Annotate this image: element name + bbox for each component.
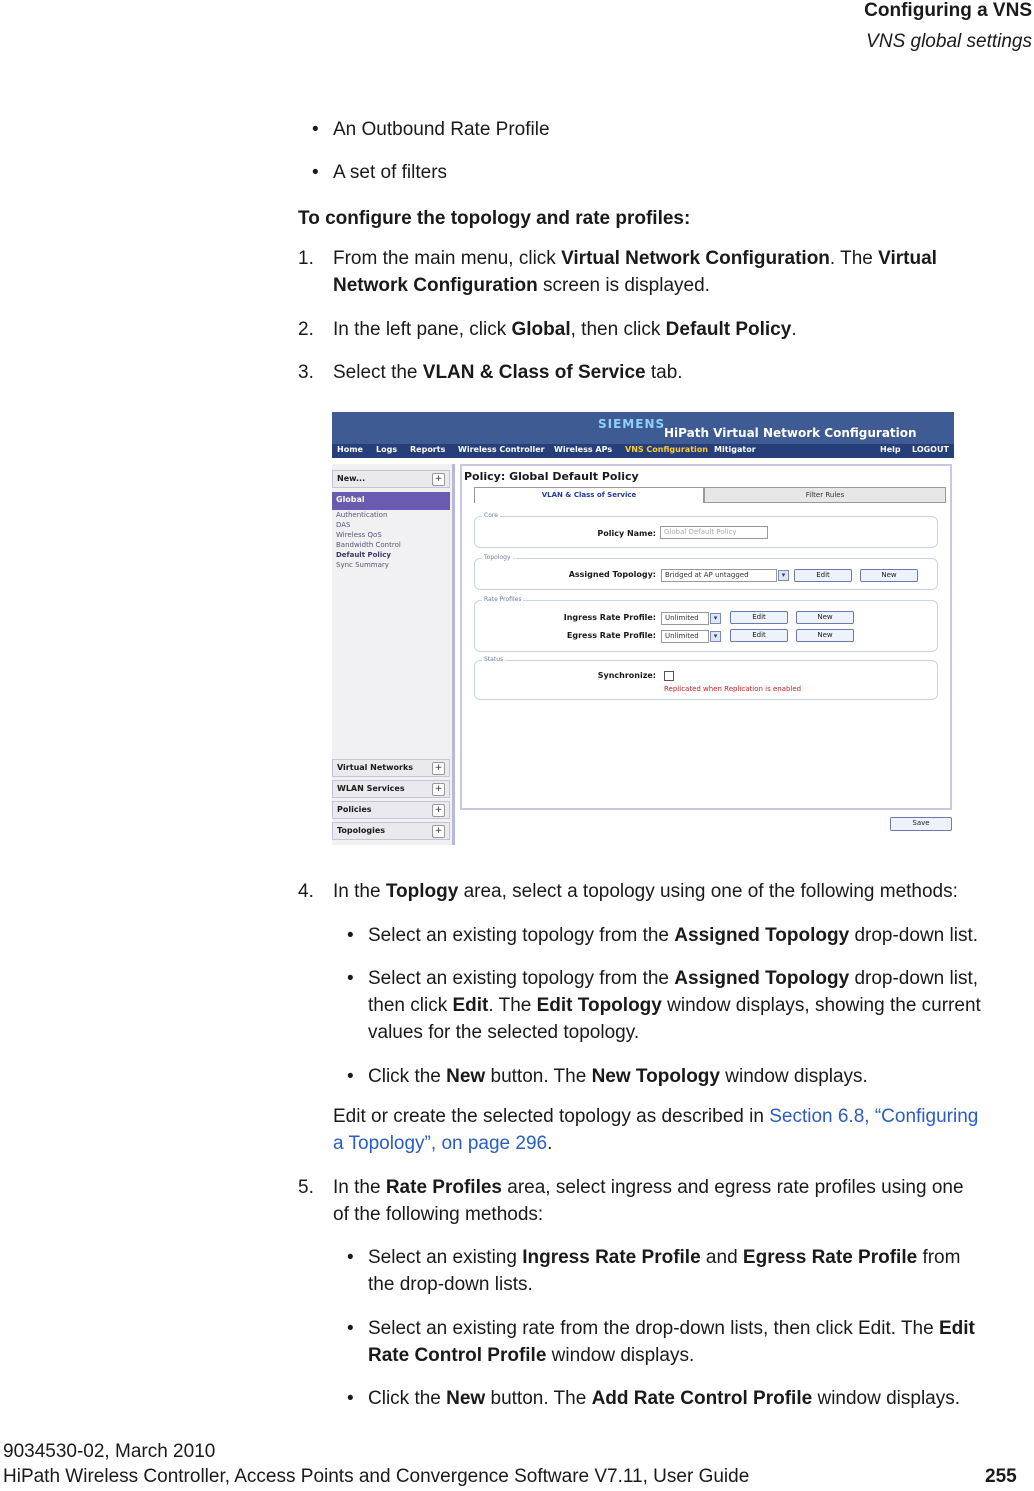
left-pane-wireless-qos[interactable]: Wireless QoS [336, 531, 382, 539]
section-subtitle: VNS global settings [866, 31, 1032, 52]
step-number: 1. [298, 248, 314, 269]
assigned-topology-select[interactable]: Bridged at AP untagged [661, 569, 777, 582]
section-label: Policies [337, 805, 372, 814]
plus-icon[interactable]: + [432, 473, 445, 486]
menu-help[interactable]: Help [880, 445, 901, 454]
policy-name-label: Policy Name: [597, 529, 656, 538]
left-pane-default-policy[interactable]: Default Policy [336, 551, 391, 559]
egress-new-button[interactable]: New [796, 629, 854, 642]
step-4-note-line-2: a Topology”, on page 296. [333, 1133, 553, 1154]
footer-guide-title: HiPath Wireless Controller, Access Points and Convergence Software V7.11, User Guide [3, 1466, 750, 1487]
bullet-marker: • [347, 1066, 354, 1087]
left-pane-topologies[interactable] [332, 822, 450, 840]
left-pane [332, 464, 455, 845]
synchronize-label: Synchronize: [597, 671, 656, 680]
menu-logs[interactable]: Logs [376, 445, 398, 454]
section-label: Virtual Networks [337, 763, 414, 772]
ingress-edit-button[interactable]: Edit [730, 611, 788, 624]
step-4-bullet-2-line-3: values for the selected topology. [368, 1022, 640, 1043]
left-pane-policies[interactable] [332, 801, 450, 819]
menu-wireless-controller[interactable]: Wireless Controller [458, 445, 545, 454]
app-title: HiPath Virtual Network Configuration [664, 426, 917, 440]
step-5-bullet-2-line-1: Select an existing rate from the drop-down lists, then click Edit. The Edit [368, 1318, 975, 1339]
footer-doc-id: 9034530-02, March 2010 [3, 1441, 216, 1462]
replication-note: Replicated when Replication is enabled [664, 685, 802, 693]
step-5-bullet-3: Click the New button. The Add Rate Control Profile window displays. [368, 1388, 961, 1409]
left-pane-das[interactable]: DAS [336, 521, 351, 529]
left-pane-sync-summary[interactable]: Sync Summary [336, 561, 389, 569]
step-5-line-2: of the following methods: [333, 1204, 544, 1225]
step-5-line-1: In the Rate Profiles area, select ingress and egress rate profiles using one [333, 1177, 964, 1198]
rate-profiles-fieldset [474, 600, 938, 652]
step-4-bullet-1: Select an existing topology from the Assigned Topology drop-down list. [368, 925, 979, 946]
chevron-down-icon[interactable]: ▾ [778, 570, 789, 581]
step-2-text: In the left pane, click Global, then click Default Policy. [333, 319, 797, 340]
chapter-title: Configuring a VNS [864, 0, 1032, 21]
section-link-cont[interactable]: a Topology”, on page 296 [333, 1133, 548, 1154]
menu-home[interactable]: Home [337, 445, 363, 454]
plus-icon[interactable]: + [432, 783, 445, 796]
step-number: 2. [298, 319, 314, 340]
rate-profiles-legend: Rate Profiles [484, 596, 522, 603]
tab-filter-rules[interactable]: Filter Rules [704, 487, 946, 503]
topology-new-button[interactable]: New [860, 569, 918, 582]
tab-vlan-class-of-service[interactable]: VLAN & Class of Service [474, 487, 704, 503]
left-pane-authentication[interactable]: Authentication [336, 511, 388, 519]
plus-icon[interactable]: + [432, 825, 445, 838]
policy-screenshot [332, 412, 954, 845]
step-number: 3. [298, 362, 314, 383]
ingress-rate-profile-select[interactable]: Unlimited [661, 612, 709, 625]
plus-icon[interactable]: + [432, 762, 445, 775]
step-number: 4. [298, 881, 314, 902]
step-1-line-2: Network Configuration screen is displayed. [333, 275, 710, 296]
topology-edit-button[interactable]: Edit [794, 569, 852, 582]
save-button[interactable]: Save [890, 817, 952, 831]
section-label: WLAN Services [337, 784, 405, 793]
intro-bullet: A set of filters [333, 162, 448, 183]
bullet-marker: • [312, 162, 319, 183]
status-fieldset [474, 660, 938, 700]
step-4-note-line-1: Edit or create the selected topology as described in Section 6.8, “Configuring [333, 1106, 979, 1127]
section-link[interactable]: Section 6.8, “Configuring [769, 1106, 979, 1127]
step-4-text: In the Toplogy area, select a topology using one of the following methods: [333, 881, 958, 902]
new-item[interactable] [332, 470, 450, 488]
section-label: Topologies [337, 826, 386, 835]
egress-rate-profile-select[interactable]: Unlimited [661, 630, 709, 643]
left-pane-bandwidth-control[interactable]: Bandwidth Control [336, 541, 401, 549]
bullet-marker: • [347, 1247, 354, 1268]
step-5-bullet-2-line-2: Rate Control Profile window displays. [368, 1345, 695, 1366]
menu-wireless-aps[interactable]: Wireless APs [554, 445, 613, 454]
bullet-marker: • [347, 1318, 354, 1339]
menu-mitigator[interactable]: Mitigator [714, 445, 756, 454]
policy-title: Policy: Global Default Policy [464, 470, 639, 483]
ingress-new-button[interactable]: New [796, 611, 854, 624]
step-1-line-1: From the main menu, click Virtual Network Configuration. The Virtual [333, 248, 937, 269]
step-number: 5. [298, 1177, 314, 1198]
step-5-bullet-1-line-2: the drop-down lists. [368, 1274, 533, 1295]
global-label: Global [336, 495, 365, 504]
left-pane-wlan-services[interactable] [332, 780, 450, 798]
plus-icon[interactable]: + [432, 804, 445, 817]
step-4-bullet-3: Click the New button. The New Topology window displays. [368, 1066, 868, 1087]
assigned-topology-label: Assigned Topology: [568, 570, 656, 579]
menu-reports[interactable]: Reports [410, 445, 446, 454]
status-legend: Status [484, 656, 504, 663]
chevron-down-icon[interactable]: ▾ [710, 631, 721, 642]
procedure-heading: To configure the topology and rate profiles: [298, 208, 691, 229]
bullet-marker: • [347, 1388, 354, 1409]
synchronize-checkbox[interactable] [664, 671, 674, 681]
step-4-bullet-2-line-2: then click Edit. The Edit Topology window displays, showing the current [368, 995, 981, 1016]
left-pane-global[interactable] [332, 492, 450, 510]
page-number: 255 [985, 1466, 1017, 1487]
ingress-rate-profile-label: Ingress Rate Profile: [563, 613, 656, 622]
bullet-marker: • [347, 968, 354, 989]
core-legend: Core [484, 512, 498, 519]
new-label: New... [337, 474, 366, 483]
chevron-down-icon[interactable]: ▾ [710, 613, 721, 624]
step-5-bullet-1-line-1: Select an existing Ingress Rate Profile and Egress Rate Profile from [368, 1247, 961, 1268]
left-pane-virtual-networks[interactable] [332, 759, 450, 777]
egress-rate-profile-label: Egress Rate Profile: [566, 631, 656, 640]
menu-vns-configuration[interactable]: VNS Configuration [625, 445, 708, 454]
intro-bullet: An Outbound Rate Profile [333, 119, 550, 140]
step-3-text: Select the VLAN & Class of Service tab. [333, 362, 683, 383]
bullet-marker: • [312, 119, 319, 140]
topology-legend: Topology [484, 554, 511, 561]
egress-edit-button[interactable]: Edit [730, 629, 788, 642]
step-4-bullet-2-line-1: Select an existing topology from the Assigned Topology drop-down list, [368, 968, 979, 989]
policy-name-input[interactable]: Global Default Policy [660, 526, 768, 539]
siemens-logo: SIEMENS [598, 417, 666, 431]
bullet-marker: • [347, 925, 354, 946]
menu-logout[interactable]: LOGOUT [912, 445, 949, 454]
